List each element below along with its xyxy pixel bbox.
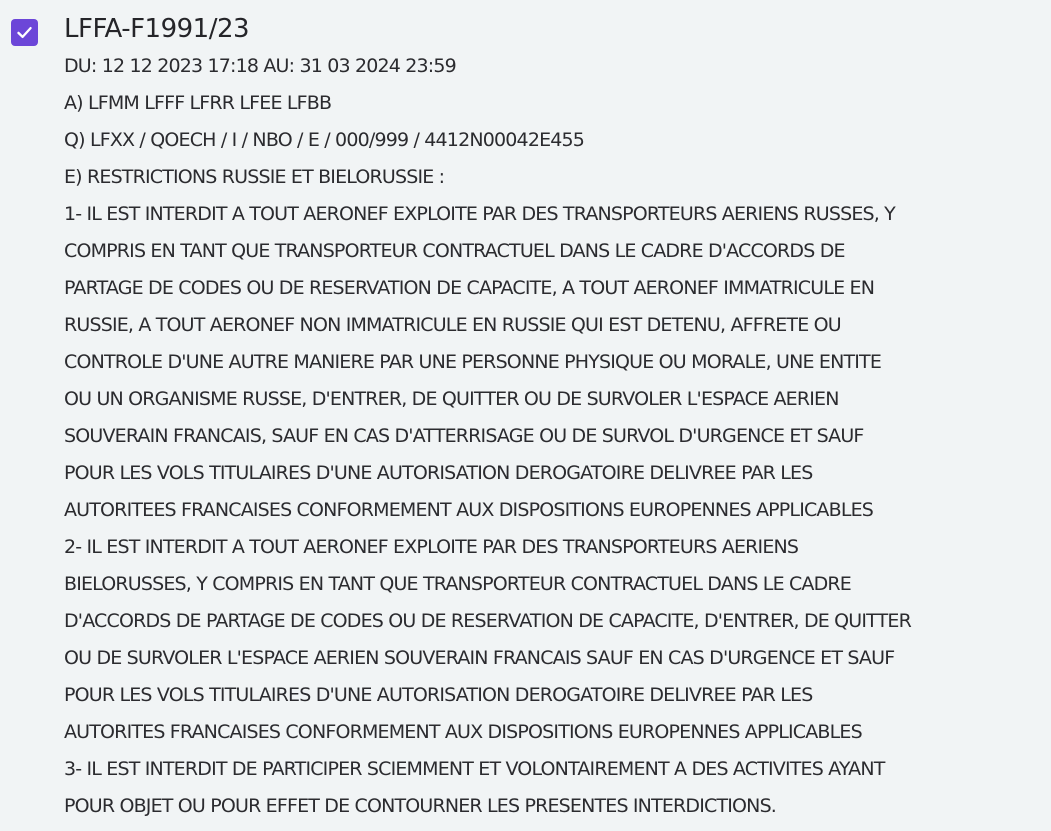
notam-text-line: D'ACCORDS DE PARTAGE DE CODES OU DE RESERVATION DE CAPACITE, D'ENTRER, DE QUITTER xyxy=(64,610,911,632)
notam-text-line: OU DE SURVOLER L'ESPACE AERIEN SOUVERAIN FRANCAIS SAUF EN CAS D'URGENCE ET SAUF xyxy=(64,647,895,669)
notam-text-line: AUTORITES FRANCAISES CONFORMEMENT AUX DISPOSITIONS EUROPENNES APPLICABLES xyxy=(64,721,862,743)
notam-line-a: A) LFMM LFFF LFRR LFEE LFBB xyxy=(64,92,332,114)
notam-text-line: 2- IL EST INTERDIT A TOUT AERONEF EXPLOITE PAR DES TRANSPORTEURS AERIENS xyxy=(64,536,799,558)
notam-text-line: POUR LES VOLS TITULAIRES D'UNE AUTORISATION DEROGATOIRE DELIVREE PAR LES xyxy=(64,462,813,484)
notam-line-e: E) RESTRICTIONS RUSSIE ET BIELORUSSIE : xyxy=(64,166,445,188)
checkmark-icon xyxy=(15,23,34,42)
notam-text-line: POUR LES VOLS TITULAIRES D'UNE AUTORISATION DEROGATOIRE DELIVREE PAR LES xyxy=(64,684,813,706)
notam-text-line: COMPRIS EN TANT QUE TRANSPORTEUR CONTRACTUEL DANS LE CADRE D'ACCORDS DE xyxy=(64,240,845,262)
notam-text-line: OU UN ORGANISME RUSSE, D'ENTRER, DE QUITTER OU DE SURVOLER L'ESPACE AERIEN xyxy=(64,388,839,410)
notam-title: LFFA-F1991/23 xyxy=(64,14,250,44)
notam-text-line: SOUVERAIN FRANCAIS, SAUF EN CAS D'ATTERRISAGE OU DE SURVOL D'URGENCE ET SAUF xyxy=(64,425,864,447)
notam-text-line: RUSSIE, A TOUT AERONEF NON IMMATRICULE EN RUSSIE QUI EST DETENU, AFFRETE OU xyxy=(64,314,841,336)
notam-text-line: 3- IL EST INTERDIT DE PARTICIPER SCIEMMENT ET VOLONTAIREMENT A DES ACTIVITES AYANT xyxy=(64,758,885,780)
notam-select-checkbox[interactable] xyxy=(11,19,38,46)
notam-line-q: Q) LFXX / QOECH / I / NBO / E / 000/999 / 4412N00042E455 xyxy=(64,129,585,151)
notam-text-line: PARTAGE DE CODES OU DE RESERVATION DE CAPACITE, A TOUT AERONEF IMMATRICULE EN xyxy=(64,277,875,299)
notam-text-line: 1- IL EST INTERDIT A TOUT AERONEF EXPLOITE PAR DES TRANSPORTEURS AERIENS RUSSES, Y xyxy=(64,203,895,225)
notam-text-line: POUR OBJET OU POUR EFFET DE CONTOURNER LES PRESENTES INTERDICTIONS. xyxy=(64,795,777,817)
notam-body xyxy=(64,48,1049,825)
notam-text-line: AUTORITEES FRANCAISES CONFORMEMENT AUX DISPOSITIONS EUROPENNES APPLICABLES xyxy=(64,499,874,521)
notam-validity: DU: 12 12 2023 17:18 AU: 31 03 2024 23:59 xyxy=(64,55,456,77)
notam-text-line: BIELORUSSES, Y COMPRIS EN TANT QUE TRANSPORTEUR CONTRACTUEL DANS LE CADRE xyxy=(64,573,851,595)
notam-text-line: CONTROLE D'UNE AUTRE MANIERE PAR UNE PERSONNE PHYSIQUE OU MORALE, UNE ENTITE xyxy=(64,351,882,373)
